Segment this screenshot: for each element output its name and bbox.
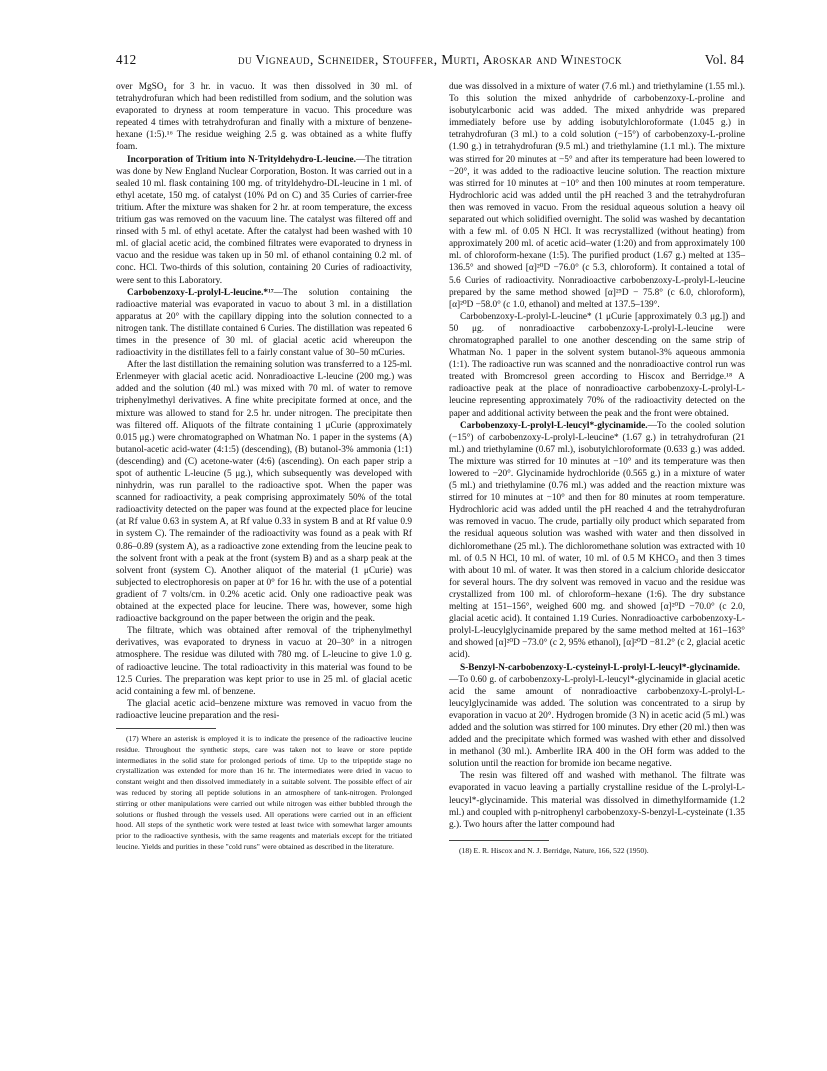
paragraph [116, 154, 412, 287]
paragraph-body: —The titration was done by New England Nuclear Corporation, Boston. It was carried out in a sealed 10 ml. flask containing 100 mg. of trityldehydro-DL-leucine in 1 ml. of ethyl acetate, 150 mg. of catalyst (10% Pd on C) and 35 Curies of carrier-free tritium. After the mixture was shaken for 2 hr. at room temperature, the excess tritium gas was removed on the vacuum line. The catalyst was filtered off and rinsed with 5 ml. of ethyl acetate. After the catalyst had been washed with 10 ml. of glacial acetic acid, the combined filtrates were evaporated to dryness in vacuo and the residue was taken up in 50 ml. of ethanol containing 0.2 ml. of conc. HCl. Two-thirds of this solution, containing 20 Curies of radioactivity, were sent to this Laboratory. [116, 154, 412, 286]
paragraph: The filtrate, which was obtained after removal of the triphenylmethyl derivatives, was evaporated to dryness in vacuo at 20–30° in a nitrogen atmosphere. The residue was diluted with 780 mg. of L-leucine to give 1.0 g. of radioactive leucine. The total radioactivity in this material was found to be 12.5 Curies. The preparation was kept prior to use in 25 ml. of glacial acetic acid containing a few ml. of benzene. [116, 626, 412, 697]
paragraph: The glacial acetic acid–benzene mixture was removed in vacuo from the radioactive leucine preparation and the resi- [116, 698, 412, 721]
footnote: (17) Where an asterisk is employed it is to indicate the presence of the radioactive leucine residue. Throughout the synthetic steps, care was taken not to leave or store peptide intermediates in the solid state for prolonged periods of time. Up to the tripeptide stage no crystallization was extended for more than 16 hr. The intermediates were dried in vacuo to constant weight and then dissolved immediately in a suitable solvent. The possible effect of air was reduced by storing all peptide solutions in an atmosphere of tank-nitrogen. Prolonged stirring or other manipulations were carried out while nitrogen was either bubbled through the solutions or flushed through the vessels used. All operations were carried out in an efficient hood. All steps of the synthetic work were tested at least twice with somewhat larger amounts prior to the radioactive synthesis, with the same reagents and materials except for the tritiated leucine. Yields and purities in these "cold runs" were obtained as described in the literature. [116, 733, 412, 851]
section-heading: Carbobenzoxy-L-prolyl-L-leucyl*-glycinamide. [460, 420, 648, 431]
paragraph: The resin was filtered off and washed with methanol. The filtrate was evaporated in vacuo leaving a partially crystalline residue of the L-prolyl-L-leucyl*-glycinamide. This material was dissolved in dimethylformamide (1.2 ml.) and coupled with p-nitrophenyl carbobenzoxy-S-benzyl-L-cysteinate (1.35 g.). Two hours after the latter compound had [449, 771, 745, 830]
paragraph-body: —The solution containing the radioactive material was evaporated in vacuo to about 3 ml. in a distillation apparatus at 20° with the capillary dipping into the solution connected to a nitrogen tank. The distillate contained 6 Curies. The distillation was repeated 6 times in the presence of 30 ml. of glacial acetic acid whereupon the radioactivity in the distillates fell to a fairly constant value of 30–50 mCuries. [116, 287, 412, 359]
paragraph [116, 287, 412, 360]
paragraph [449, 420, 745, 662]
paragraph: After the last distillation the remaining solution was transferred to a 125-ml. Erlenmeyer with glacial acetic acid. Nonradioactive L-leucine (200 mg.) was added and the solution (40 ml.) was mixed with 70 ml. of water to remove triphenylmethyl derivatives. A fine white precipitate formed at once, and the mixture was allowed to stand for 2.5 hr. under nitrogen. The precipitate then was filtered off. Aliquots of the filtrate containing 1 μCurie (approximately 0.015 μg.) were chromatographed on Whatman No. 1 paper in the systems (A) butanol-acetic acid-water (4:1:5) (descending), (B) butanol-3% ammonia (1:1) (descending) and (C) acetone-water (4:6) (ascending). On each paper strip a spot of authentic L-leucine (5 μg.), which subsequently was developed with ninhydrin, was run parallel to the radioactive spot. When the paper was scanned for radioactivity, a peak comprising approximately 50% of the total radioactivity detected on the paper was found at the expected place for leucine (at Rf value 0.63 in system A, at Rf value 0.33 in system B and at Rf value 0.9 in system C). The remainder of the radioactivity was found as a peak with Rf 0.86–0.89 (system A), as a radioactive zone extending from the leucine peak to the solvent front with a peak at the front (system B) and as a sharp peak at the solvent front (system C). Another aliquot of the material (1 μCurie) was subjected to electrophoresis on paper at 0° for 16 hr. with the use of a potential gradient of 7 volts/cm. in 0.2% acetic acid. Only one radioactive peak was obtained at the expected place for leucine. There was, however, some high radioactive background on the paper between the origin and the peak. [116, 360, 412, 625]
paragraph-body: —To the cooled solution (−15°) of carbobenzoxy-L-prolyl-L-leucine* (1.67 g.) in tetrahydrofuran (21 ml.) and triethylamine (0.67 ml.), isobutylchloroformate (0.633 g.) was added. The mixture was stirred for 10 minutes at −10° and its temperature was then lowered to −20°. Glycinamide hydrochloride (0.565 g.) in a mixture of water (5 ml.) and triethylamine (0.76 ml.) was added and the reaction mixture was stirred for 10 minutes at −10° and then for 80 minutes at room temperature. Hydrochloric acid was added until the pH reached 4 and the tetrahydrofuran was removed in vacuo. The crude, partially oily product which separated from the residual aqueous solution was washed with water and then dissolved in dichloromethane (25 ml.). The dichloromethane solution was extracted with 10 ml. of 0.5 N HCl, 10 ml. of water, 10 ml. of 0.5 M KHCO₃ and then 3 times with about 10 ml. of water. It was then stored in a calcium chloride desiccator for several hours. The dry solvent was removed in vacuo and the residue was crystallized from 100 ml. of chloroform–hexane (1:6). The dry substance melting at 151–156°, weighed 600 mg. and showed [α]²⁰D −70.0° (c 2.0, glacial acetic acid). It contained 1.19 Curies. Nonradioactive carbobenzoxy-L-prolyl-L-leucylglycinamide prepared by the same method melted at 161–163° and showed [α]²⁰D −73.0° (c 2, 95% ethanol), [α]²⁰D −81.2° (c 2, glacial acetic acid). [449, 420, 745, 661]
right-column [449, 81, 745, 857]
section-heading: S-Benzyl-N-carbobenzoxy-L-cysteinyl-L-prolyl-L-leucyl*-glycinamide. [460, 662, 740, 673]
paragraph: due was dissolved in a mixture of water (7.6 ml.) and triethylamine (1.55 ml.). To this solution the mixed anhydride of carbobenzoxy-L-proline and isobutylcarbonic acid was added. The mixed anhydride was prepared immediately before use by adding isobutylchloroformate (1.045 g.) in tetrahydrofuran (3 ml.) to a cold solution (−15°) of carbobenzoxy-L-proline (1.90 g.) in tetrahydrofuran (9.5 ml.) and triethylamine (1.1 ml.). The mixture was stirred for 20 minutes at −5° and after its temperature had been lowered to −20°, it was added to the radioactive leucine solution. The reaction mixture was stirred for 10 minutes at −10° and then 100 minutes at room temperature. Hydrochloric acid was added until the pH reached 3 and the tetrahydrofuran then was removed in vacuo. From the residual aqueous solution a heavy oil separated out which solidified overnight. The solid was washed by decantation with a few ml. of 0.05 N HCl. It was recrystallized (without heating) from approximately 200 ml. of acetic acid–water (1:20) and from approximately 100 ml. of chloroform-hexane (1:5). The purified product (1.67 g.) melted at 135–136.5° and showed [α]²⁰D −76.0° (c 5.3, chloroform). It contained a total of 5.6 Curies of radioactivity. Nonradioactive carbobenzoxy-L-prolyl-L-leucine prepared by the same method showed [α]²⁵D − 75.8° (c 6.0, chloroform), [α]²⁰D −58.0° (c 1.0, ethanol) and melted at 137.5–139°. [449, 82, 745, 310]
left-column [116, 81, 412, 853]
footnote-divider [116, 728, 216, 729]
volume-label: Vol. 84 [704, 52, 744, 67]
section-heading: Incorporation of Tritium into N-Trityldehydro-L-leucine. [127, 154, 356, 165]
running-header [116, 52, 744, 70]
section-heading: Carbobenzoxy-L-prolyl-L-leucine.*¹⁷ [127, 287, 274, 298]
footnote: (18) E. R. Hiscox and N. J. Berridge, Nature, 166, 522 (1950). [459, 845, 649, 855]
page-number: 412 [116, 52, 137, 67]
footnote-divider [449, 840, 549, 841]
running-authors: du Vigneaud, Schneider, Stouffer, Murti, Aroskar and Winestock [237, 52, 623, 67]
paragraph [449, 662, 745, 771]
paragraph-body: —To 0.60 g. of carbobenzoxy-L-prolyl-L-leucyl*-glycinamide in glacial acetic acid the same amount of nonradioactive carbobenzoxy-L-prolyl-L-leucylglycinamide was added. The solution was concentrated to a sirup by evaporation in vacuo at 20°. Hydrogen bromide (3 N) in acetic acid (5 ml.) was added and the solution was stirred for 100 minutes. Dry ether (20 ml.) then was added and the precipitate which formed was washed with ether and dissolved in methanol (30 ml.). Amberlite IRA 400 in the OH form was added to the solution until the reaction for bromide ion became negative. [449, 674, 745, 770]
paragraph: Carbobenzoxy-L-prolyl-L-leucine* (1 μCurie [approximately 0.3 μg.]) and 50 μg. of nonradioactive carbobenzoxy-L-prolyl-L-leucine were chromatographed parallel to one another descending on the same strip of Whatman No. 1 paper in the solvent system butanol-3% aqueous ammonia (1:1). The radioactive run was scanned and the nonradioactive control run was treated with Bromcresol green according to Hiscox and Berridge.¹⁸ A radioactive peak at the place of nonradioactive carbobenzoxy-L-prolyl-L-leucine representing approximately 70% of the radioactivity detected on the paper and additional activity between the peak and the front were obtained. [449, 311, 745, 419]
paragraph: over MgSO₄ for 3 hr. in vacuo. It was then dissolved in 30 ml. of tetrahydrofuran which had been redistilled from sodium, and the solution was evaporated to dryness at room temperature in vacuo. This procedure was repeated 4 times with tetrahydrofuran and finally with a mixture of benzene-hexane (1:5).¹⁶ The residue weighing 2.5 g. was obtained as a white fluffy foam. [116, 82, 412, 153]
